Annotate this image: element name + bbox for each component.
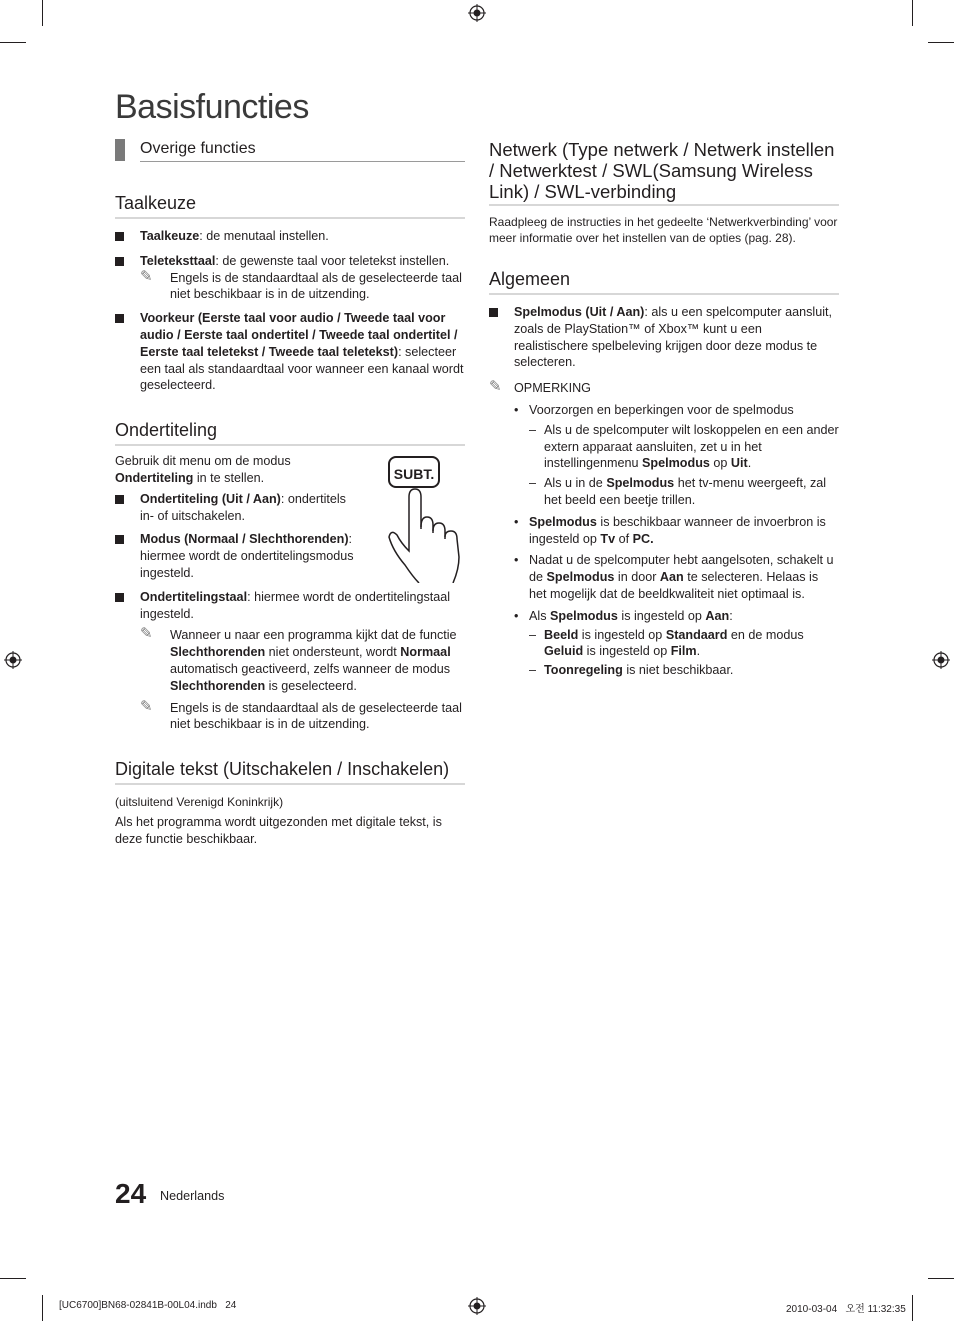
digitale-body: Als het programma wordt uitgezonden met digitale tekst, is deze functie beschikbaar. [115,814,442,846]
digitale-tekst-heading: Digitale tekst (Uitschakelen / Inschakelen) [115,759,465,785]
registration-mark-icon [4,651,22,669]
note-label: OPMERKING [514,381,591,396]
list-item: Ondertitelingstaal: hiermee wordt de ondertitelingstaal ingesteld. [115,589,465,623]
pencil-note-icon: ✎ [489,378,502,396]
page-number: 24 [115,1178,147,1209]
page-title: Basisfuncties [115,88,309,126]
list-item: Modus (Normaal / Slechthorenden): hiermee wordt de ondertitelingsmodus ingesteld. [115,531,365,581]
slug-left: [UC6700]BN68-02841B-00L04.indb 24 [59,1300,237,1311]
crop-mark [912,0,913,26]
pencil-note-icon: ✎ [140,697,153,715]
ondertiteling-body [115,453,465,733]
list-item: – Als u de spelcomputer wilt loskoppelen en een ander extern apparaat aansluiten, zet u in het instellingenmenu Spelmodus op Uit. [529,422,839,471]
bullet-icon [115,535,124,544]
list-item: • Als Spelmodus is ingesteld op Aan: [514,608,733,623]
dot-bullet: • [514,553,519,568]
bullet-icon [115,593,124,602]
crop-mark [42,0,43,26]
note: ✎ Engels is de standaardtaal als de geselecteerde taal niet beschikbaar is in de uitzending. [140,267,462,302]
list-item: – Als u in de Spelmodus het tv-menu weergeeft, zal het beeld een beetje trillen. [529,476,827,507]
bullet-icon [115,495,124,504]
list-item: • Spelmodus is beschikbaar wanneer de invoerbron is ingesteld op Tv of PC. [514,514,826,546]
bullet-icon [115,257,124,266]
list-item: • Voorzorgen en beperkingen voor de spelmodus [514,402,794,417]
dot-bullet: • [514,514,519,529]
dash-bullet: – [529,627,537,642]
section-header [115,139,465,162]
crop-mark [42,1295,43,1321]
netwerk-heading: Netwerk (Type netwerk / Netwerk instellen / Netwerktest / SWL(Samsung Wireless Link) / SWL-verbinding [489,139,839,206]
note: ✎ Engels is de standaardtaal als de geselecteerde taal niet beschikbaar is in de uitzending. [140,697,462,732]
list-item: – Toonregeling is niet beschikbaar. [529,663,734,678]
section-label: Overige functies [140,139,465,162]
crop-mark [928,1278,954,1279]
dash-bullet: – [529,476,537,491]
pencil-note-icon: ✎ [140,267,153,285]
list-item: – Beeld is ingesteld op Standaard en de modus Geluid is ingesteld op Film. [529,627,804,659]
list-item: • Nadat u de spelcomputer hebt aangelsoten, schakelt u de Spelmodus in door Aan te selecteren. Helaas is het mogelijk dat de beeldkwaliteit niet optimaal is. [514,553,834,601]
note-header [489,380,839,397]
pencil-note-icon: ✎ [140,625,153,643]
ondertiteling-intro: Gebruik dit menu om de modus Ondertiteling in te stellen. [115,454,291,485]
netwerk-body: Raadpleeg de instructies in het gedeelte ‘Netwerkverbinding’ voor meer informatie over het instellen van de opties (pag. 28). [489,215,838,245]
list-item: Voorkeur (Eerste taal voor audio / Tweede taal voor audio / Eerste taal ondertitel / Tweede taal ondertitel / Eerste taal teletekst / Tweede taal teletekst): selecteer een taal als standaardtaal voor wanneer een kanaal wordt geselecteerd. [115,310,465,394]
note: ✎ Wanneer u naar een programma kijkt dat de functie Slechthorenden niet ondersteunt, wordt Normaal automatisch geactiveerd, zelfs wanneer de modus Slechthorenden is geselecteerd. [140,625,457,693]
footer-language: Nederlands [160,1189,225,1203]
list-item: Teleteksttaal: de gewenste taal voor teletekst instellen. [115,253,465,270]
registration-mark-icon [932,651,950,669]
dash-bullet: – [529,422,537,437]
section-bar [115,139,125,161]
dot-bullet: • [514,608,519,623]
crop-mark [0,1278,26,1279]
taalkeuze-heading: Taalkeuze [115,193,465,219]
list-item: Spelmodus (Uit / Aan): als u een spelcomputer aansluit, zoals de PlayStation™ of Xbox™ kunt u een realistischere spelbeleving krijgen door deze modus te selecteren. [489,304,839,371]
right-column [489,139,839,679]
dot-bullet: • [514,402,519,417]
crop-mark [928,42,954,43]
algemeen-heading: Algemeen [489,269,839,295]
bullet-icon [115,314,124,323]
registration-mark-icon [468,4,486,22]
subt-button-label: SUBT. [393,466,435,483]
crop-mark [0,42,26,43]
ondertiteling-heading: Ondertiteling [115,420,465,446]
bullet-icon [115,232,124,241]
registration-mark-icon [468,1297,486,1315]
bullet-icon [489,308,498,317]
left-column [115,139,465,848]
list-item: Ondertiteling (Uit / Aan): ondertitels in- of uitschakelen. [115,491,355,525]
dash-bullet: – [529,663,537,678]
slug-right: 2010-03-04 오전 11:32:35 [786,1304,906,1315]
digitale-sub: (uitsluitend Verenigd Koninkrijk) [115,795,284,810]
list-item: Taalkeuze: de menutaal instellen. [115,228,465,245]
crop-mark [912,1295,913,1321]
